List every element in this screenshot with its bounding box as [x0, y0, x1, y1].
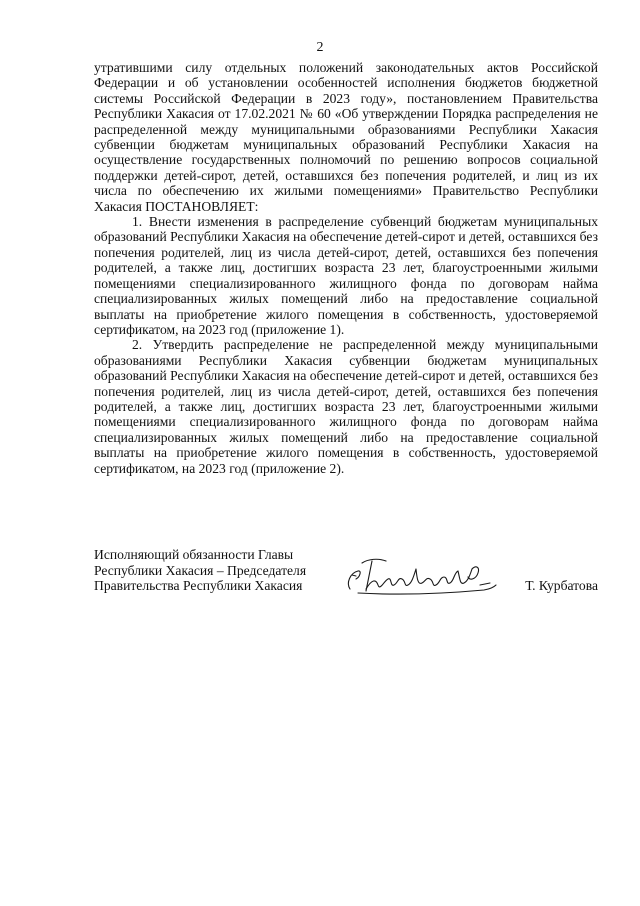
- signatory-position: [94, 547, 334, 594]
- paragraph-item-1: 1. Внести изменения в распределение субвенций бюджетам муниципальных образований Республики Хакасия на обеспечение детей-сирот и детей, оставшихся без попечения родителей, лиц из числа детей-сирот, детей, оставшихся без попечения родителей, а также лиц, достигших возраста 23 лет, благоустроенными жилыми помещениями специализированного жилищного фонда по договорам найма специализированных жилых помещений либо на предоставление социальной выплаты на приобретение жилого помещения в собственность, удостоверяемой сертификатом, на 2023 год (приложение 1).: [94, 214, 598, 337]
- signatory-position-line: Правительства Республики Хакасия: [94, 578, 303, 594]
- handwritten-signature: [344, 549, 504, 599]
- signatory-position-line: Республики Хакасия – Председателя: [94, 562, 307, 578]
- signature-block: [94, 547, 598, 607]
- paragraph-preamble-continuation: утратившими силу отдельных положений законодательных актов Российской Федерации и об установлении особенностей исполнения бюджетов бюджетной системы Российской Федерации в 2023 году», постановлением Правительства Республики Хакасия от 17.02.2021 № 60 «Об утверждении Порядка распределения не распределенной между муниципальными образованиями Республики Хакасия субвенции бюджетам муниципальных образований Республики Хакасия на осуществление государственных полномочий по решению вопросов социальной поддержки детей-сирот, детей, оставшихся без попечения родителей, и лиц из их числа по обеспечению их жилыми помещениями» Правительство Республики Хакасия ПОСТАНОВЛЯЕТ:: [94, 60, 598, 214]
- signatory-name: Т. Курбатова: [525, 578, 598, 593]
- document-body: [94, 60, 598, 476]
- signatory-position-line: Исполняющий обязанности Главы: [94, 547, 294, 562]
- page-number: 2: [316, 40, 324, 55]
- paragraph-item-2: 2. Утвердить распределение не распределенной между муниципальными образованиями Республики Хакасия субвенции бюджетам муниципальных образований Республики Хакасия на обеспечение детей-сирот и детей, оставшихся без попечения родителей, лиц из числа детей-сирот, детей, оставшихся без попечения родителей, а также лиц, достигших возраста 23 лет, благоустроенными жилыми помещениями специализированного жилищного фонда по договорам найма специализированных жилых помещений либо на предоставление социальной выплаты на приобретение жилого помещения в собственность, удостоверяемой сертификатом, на 2023 год (приложение 2).: [94, 337, 598, 476]
